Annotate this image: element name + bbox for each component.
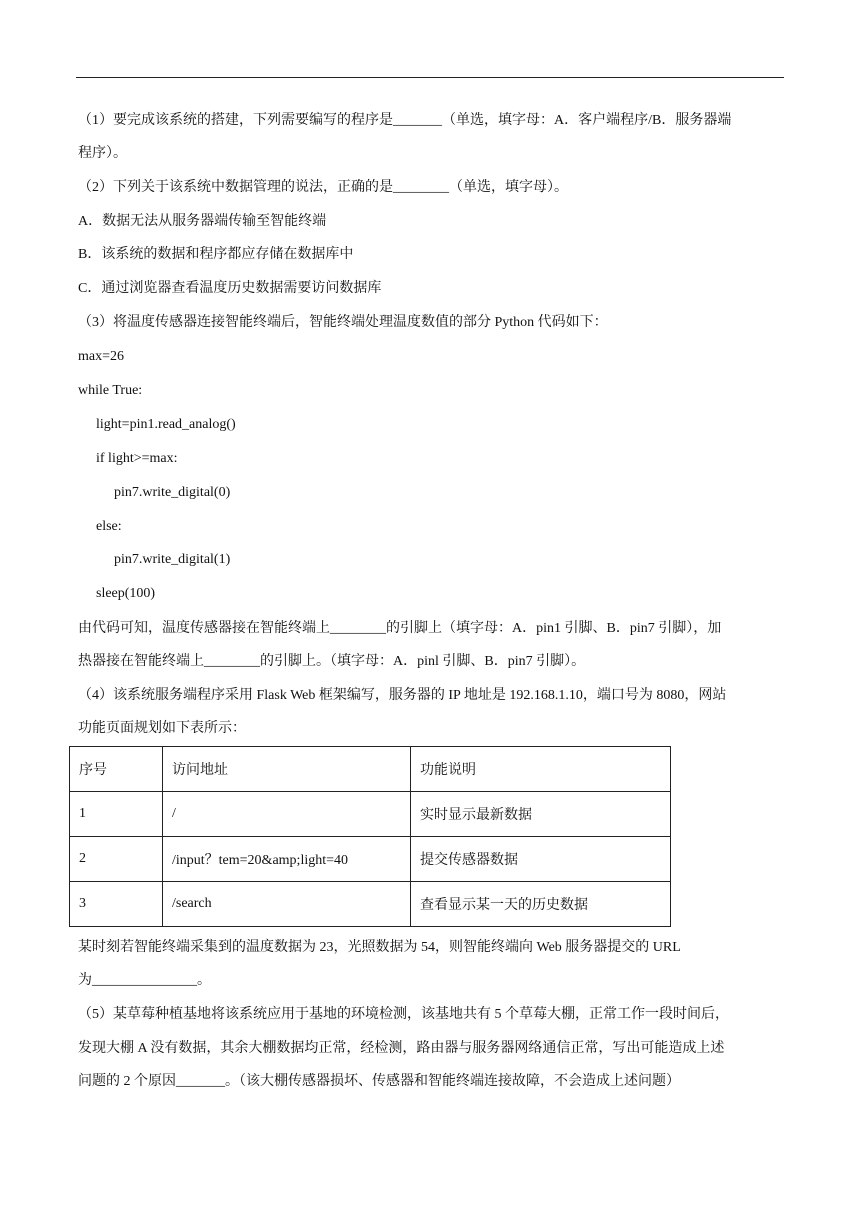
question-3-stem: （3）将温度传感器连接智能终端后，智能终端处理温度数值的部分 Python 代码如下： [78,315,608,330]
table-row [70,837,671,882]
question-4-followup-line-2: 为_______________。 [78,973,211,988]
question-5-line-2: 发现大棚 A 没有数据，其余大棚数据均正常，经检测，路由器与服务器网络通信正常，写出可能造成上述 [78,1041,725,1056]
table-row [70,792,671,837]
question-3-followup-line-1: 由代码可知，温度传感器接在智能终端上________的引脚上（填字母：A．pin1 引脚、B．pin7 引脚），加 [78,621,722,636]
table-cell: 1 [70,792,163,837]
table-header-cell: 序号 [70,747,163,792]
question-2-option-a: A．数据无法从服务器端传输至智能终端 [78,214,327,229]
table-cell: /search [163,882,411,927]
question-1-line-1: （1）要完成该系统的搭建，下列需要编写的程序是_______（单选，填字母：A．客户端程序/B．服务器端 [78,113,732,128]
table-cell: 2 [70,837,163,882]
table-cell: 3 [70,882,163,927]
table-header-cell: 访问地址 [163,747,411,792]
question-3-followup-line-2: 热器接在智能终端上________的引脚上。（填字母：A．pinl 引脚、B．pin7 引脚）。 [78,654,586,669]
question-2-option-c: C．通过浏览器查看温度历史数据需要访问数据库 [78,281,382,296]
code-line: pin7.write_digital(1) [114,552,231,567]
code-line: while True: [78,383,143,398]
header-rule [76,77,784,78]
question-4-followup-line-1: 某时刻若智能终端采集到的温度数据为 23，光照数据为 54，则智能终端向 Web 服务器提交的 URL [78,940,681,955]
code-line: max=26 [78,349,124,364]
code-line: sleep(100) [96,586,156,601]
question-5-line-3: 问题的 2 个原因_______。（该大棚传感器损坏、传感器和智能终端连接故障，不会造成上述问题） [78,1074,680,1089]
table-cell: 实时显示最新数据 [411,792,671,837]
table-header-row [70,747,671,792]
code-line: else: [96,519,122,534]
code-line: pin7.write_digital(0) [114,485,231,500]
table-cell: /input？tem=20&amp;light=40 [163,837,411,882]
table-cell: 提交传感器数据 [411,837,671,882]
table-row [70,882,671,927]
question-4-line-1: （4）该系统服务端程序采用 Flask Web 框架编写，服务器的 IP 地址是 192.168.1.10，端口号为 8080，网站 [78,688,727,703]
table-cell: / [163,792,411,837]
question-2-stem: （2）下列关于该系统中数据管理的说法，正确的是________（单选，填字母）。 [78,180,568,195]
table-cell: 查看显示某一天的历史数据 [411,882,671,927]
question-2-option-b: B．该系统的数据和程序都应存储在数据库中 [78,247,354,262]
page-plan-table [69,746,671,927]
code-line: if light>=max: [96,451,178,466]
question-4-line-2: 功能页面规划如下表所示： [78,721,246,736]
question-1-line-2: 程序）。 [78,146,127,161]
code-line: light=pin1.read_analog() [96,417,236,432]
question-5-line-1: （5）某草莓种植基地将该系统应用于基地的环境检测，该基地共有 5 个草莓大棚，正常工作一段时间后， [78,1007,729,1022]
table-header-cell: 功能说明 [411,747,671,792]
